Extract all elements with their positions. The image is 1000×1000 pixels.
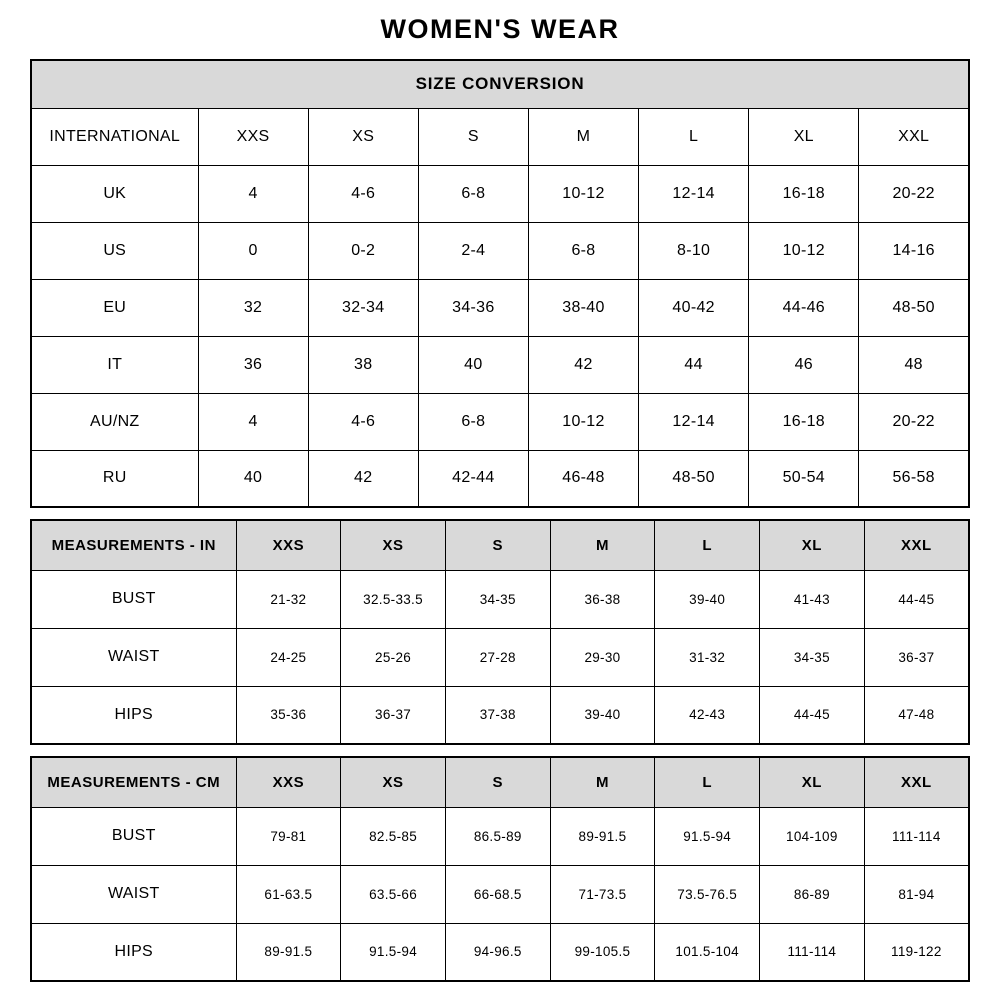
value-cell: 6-8 [418,393,528,450]
value-cell: 34-35 [445,570,550,628]
value-cell: 46-48 [528,450,638,507]
size-column-header: XXL [864,520,969,570]
value-cell: 42 [308,450,418,507]
table-title: SIZE CONVERSION [31,60,969,108]
value-cell: 91.5-94 [341,923,446,981]
value-cell: 40-42 [639,279,749,336]
value-cell: 38-40 [528,279,638,336]
table-row [31,686,969,744]
size-column-header: XS [341,520,446,570]
size-column-header: XS [308,108,418,165]
value-cell: 10-12 [528,393,638,450]
size-column-header: M [550,520,655,570]
value-cell: 42 [528,336,638,393]
row-label: IT [31,336,198,393]
value-cell: 111-114 [760,923,865,981]
row-label: EU [31,279,198,336]
corner-header: INTERNATIONAL [31,108,198,165]
measurements-in-table [30,519,970,745]
value-cell: 21-32 [236,570,341,628]
value-cell: 63.5-66 [341,865,446,923]
size-column-header: XL [760,520,865,570]
value-cell: 31-32 [655,628,760,686]
table-row [31,865,969,923]
value-cell: 44-45 [760,686,865,744]
value-cell: 12-14 [639,165,749,222]
table-row [31,570,969,628]
value-cell: 36-38 [550,570,655,628]
value-cell: 20-22 [859,165,969,222]
value-cell: 48-50 [639,450,749,507]
value-cell: 86.5-89 [445,807,550,865]
table-row [31,336,969,393]
table-row [31,923,969,981]
size-column-header: XL [749,108,859,165]
value-cell: 10-12 [749,222,859,279]
row-label: WAIST [31,628,236,686]
value-cell: 16-18 [749,393,859,450]
row-label: HIPS [31,923,236,981]
value-cell: 91.5-94 [655,807,760,865]
value-cell: 36-37 [341,686,446,744]
value-cell: 46 [749,336,859,393]
table-header-row [31,757,969,807]
value-cell: 89-91.5 [236,923,341,981]
value-cell: 119-122 [864,923,969,981]
value-cell: 8-10 [639,222,749,279]
value-cell: 0 [198,222,308,279]
value-cell: 61-63.5 [236,865,341,923]
size-column-header: XXL [864,757,969,807]
row-label: US [31,222,198,279]
table-row [31,165,969,222]
value-cell: 99-105.5 [550,923,655,981]
value-cell: 39-40 [550,686,655,744]
value-cell: 40 [418,336,528,393]
value-cell: 36-37 [864,628,969,686]
value-cell: 44-45 [864,570,969,628]
value-cell: 4-6 [308,165,418,222]
value-cell: 73.5-76.5 [655,865,760,923]
value-cell: 29-30 [550,628,655,686]
size-column-header: XL [760,757,865,807]
value-cell: 32-34 [308,279,418,336]
table-row [31,807,969,865]
size-column-header: L [639,108,749,165]
value-cell: 32.5-33.5 [341,570,446,628]
value-cell: 27-28 [445,628,550,686]
table-row [31,222,969,279]
value-cell: 42-44 [418,450,528,507]
value-cell: 104-109 [760,807,865,865]
value-cell: 86-89 [760,865,865,923]
value-cell: 89-91.5 [550,807,655,865]
row-label: BUST [31,807,236,865]
corner-header: MEASUREMENTS - CM [31,757,236,807]
value-cell: 94-96.5 [445,923,550,981]
table-header-row [31,108,969,165]
table-row [31,279,969,336]
value-cell: 4-6 [308,393,418,450]
value-cell: 6-8 [418,165,528,222]
size-column-header: XXS [236,520,341,570]
value-cell: 44 [639,336,749,393]
value-cell: 34-35 [760,628,865,686]
value-cell: 56-58 [859,450,969,507]
value-cell: 25-26 [341,628,446,686]
table-row [31,450,969,507]
value-cell: 44-46 [749,279,859,336]
value-cell: 71-73.5 [550,865,655,923]
value-cell: 24-25 [236,628,341,686]
value-cell: 20-22 [859,393,969,450]
value-cell: 16-18 [749,165,859,222]
value-cell: 48-50 [859,279,969,336]
size-column-header: XXS [198,108,308,165]
value-cell: 35-36 [236,686,341,744]
value-cell: 38 [308,336,418,393]
value-cell: 6-8 [528,222,638,279]
value-cell: 10-12 [528,165,638,222]
value-cell: 41-43 [760,570,865,628]
value-cell: 82.5-85 [341,807,446,865]
value-cell: 32 [198,279,308,336]
table-header-row [31,520,969,570]
row-label: HIPS [31,686,236,744]
value-cell: 79-81 [236,807,341,865]
value-cell: 0-2 [308,222,418,279]
value-cell: 2-4 [418,222,528,279]
value-cell: 4 [198,165,308,222]
measurements-cm-table [30,756,970,982]
corner-header: MEASUREMENTS - IN [31,520,236,570]
row-label: UK [31,165,198,222]
size-column-header: XXS [236,757,341,807]
size-conversion-table [30,59,970,508]
value-cell: 34-36 [418,279,528,336]
value-cell: 39-40 [655,570,760,628]
size-column-header: M [550,757,655,807]
value-cell: 4 [198,393,308,450]
value-cell: 47-48 [864,686,969,744]
table-row [31,393,969,450]
value-cell: 14-16 [859,222,969,279]
size-column-header: M [528,108,638,165]
row-label: AU/NZ [31,393,198,450]
size-column-header: L [655,757,760,807]
size-column-header: S [418,108,528,165]
row-label: RU [31,450,198,507]
row-label: BUST [31,570,236,628]
size-column-header: XXL [859,108,969,165]
value-cell: 50-54 [749,450,859,507]
size-column-header: XS [341,757,446,807]
value-cell: 101.5-104 [655,923,760,981]
row-label: WAIST [31,865,236,923]
value-cell: 36 [198,336,308,393]
value-cell: 111-114 [864,807,969,865]
size-column-header: S [445,757,550,807]
value-cell: 37-38 [445,686,550,744]
value-cell: 42-43 [655,686,760,744]
value-cell: 40 [198,450,308,507]
value-cell: 12-14 [639,393,749,450]
value-cell: 81-94 [864,865,969,923]
value-cell: 66-68.5 [445,865,550,923]
page-title: WOMEN'S WEAR [380,14,620,44]
table-row [31,628,969,686]
size-column-header: L [655,520,760,570]
size-column-header: S [445,520,550,570]
table-title-row [31,60,969,108]
value-cell: 48 [859,336,969,393]
